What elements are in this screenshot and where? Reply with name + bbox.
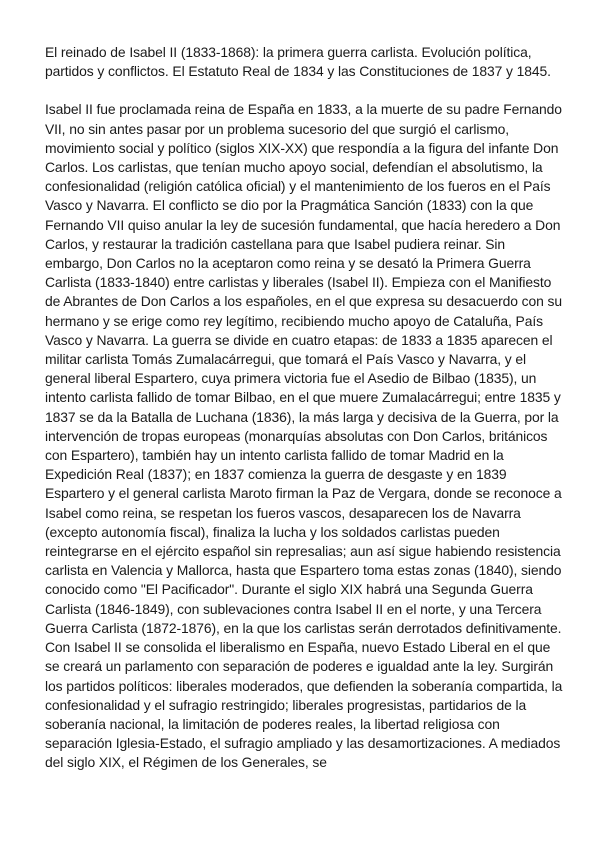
document-body-paragraph: Isabel II fue proclamada reina de España en 1833, a la muerte de su padre Fernando VII, no sin antes pasar por un problema sucesorio del que surgió el carlismo, movimiento social y político (siglos XIX-XX) que respondía a la figura del infante Don Carlos. Los carlistas, que tenían mucho apoyo social, defendían el absolutismo, la confesionalidad (religión católica oficial) y el mantenimiento de los fueros en el País Vasco y Navarra. El conflicto se dio por la Pragmática Sanción (1833) con la que Fernando VII quiso anular la ley de sucesión fundamental, que hacía heredero a Don Carlos, y restaurar la tradición castellana para que Isabel pudiera reinar. Sin embargo, Don Carlos no la aceptaron como reina y se desató la Primera Guerra Carlista (1833-1840) entre carlistas y liberales (Isabel II). Empieza con el Manifiesto de Abrantes de Don Carlos a los españoles, en el que expresa su desacuerdo con su hermano y se erige como rey legítimo, recibiendo mucho apoyo de Cataluña, País Vasco y Navarra. La guerra se divide en cuatro etapas: de 1833 a 1835 aparecen el militar carlista Tomás Zumalacárregui, que tomará el País Vasco y Navarra, y el general liberal Espartero, cuya primera victoria fue el Asedio de Bilbao (1835), un intento carlista fallido de tomar Bilbao, en el que muere Zumalacárregui; entre 1835 y 1837 se da la Batalla de Luchana (1836), la más larga y decisiva de la Guerra, por la intervención de tropas europeas (monarquías absolutas con Don Carlos, británicos con Espartero), también hay un intento carlista fallido de tomar Madrid en la Expedición Real (1837); en 1837 comienza la guerra de desgaste y en 1839 Espartero y el general carlista Maroto firman la Paz de Vergara, donde se reconoce a Isabel como reina, se respetan los fueros vascos, desaparecen los de Navarra (excepto autonomía fiscal), finaliza la lucha y los soldados carlistas pueden reintegrarse en el ejército español sin represalias; aun así sigue habiendo resistencia carlista en Valencia y Mallorca, hasta que Espartero toma estas zonas (1840), siendo conocido como "El Pacificador". Durante el siglo XIX habrá una Segunda Guerra Carlista (1846-1849), con sublevaciones contra Isabel II en el norte, y una Tercera Guerra Carlista (1872-1876), en la que los carlistas serán derrotados definitivamente. Con Isabel II se consolida el liberalismo en España, nuevo Estado Liberal en el que se creará un parlamento con separación de poderes e igualdad ante la ley. Surgirán los partidos políticos: liberales moderados, que defienden la soberanía compartida, la confesionalidad y el sufragio restringido; liberales progresistas, partidarios de la soberanía nacional, la limitación de poderes reales, la libertad religiosa con separación Iglesia-Estado, el sufragio ampliado y las desamortizaciones. A mediados del siglo XIX, el Régimen de los Generales, se (45, 101, 563, 771)
document-page (45, 43, 565, 773)
document-title: El reinado de Isabel II (1833-1868): la primera guerra carlista. Evolución política, partidos y conflictos. El Estatuto Real de 1834 y las Constituciones de 1837 y 1845. (45, 44, 551, 80)
